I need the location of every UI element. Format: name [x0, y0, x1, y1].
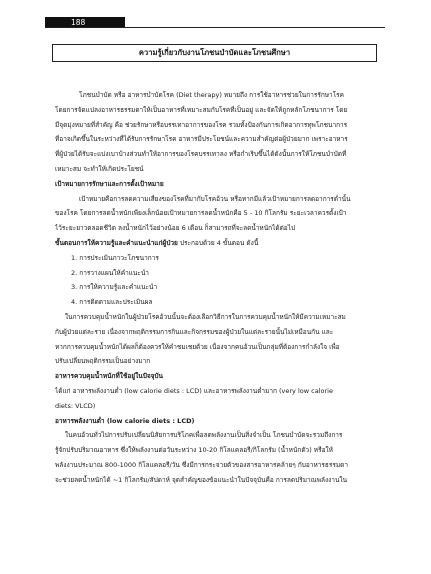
paragraph-line: หากการควบคุมน้ำหนักได้ผลก็ต้องควรให้คำชมเชยด้วย เนื่องจากคนอ้วนเป็นกลุ่มที่ต้องการกำลังใจ เพื่อ [55, 342, 340, 351]
intro-paragraph [55, 88, 375, 177]
paragraph-line: จะช่วยลดน้ำหนักได้ ~1 กิโลกรัม/สัปดาห์ จุดสำคัญของข้อแนะนำในปัจจุบันคือ การลดปริมาณพลังงานใน [55, 475, 348, 484]
list-item: 1. การประเมินภาวะโภชนาการ [71, 253, 159, 262]
paragraph-line: ในการควบคุมน้ำหนักในผู้ป่วยโรคอ้วนนั้นจะต้องเลือกวิธีการในการควบคุมน้ำหนักให้มีความเหมาะสม [65, 312, 346, 321]
paragraph-line: diets: VLCD) [55, 401, 96, 410]
paragraph-line: ในคนอ้วนทั่วไปการปรับเปลี่ยนนิสัยการบริโภคเพื่อลดพลังงานเป็นสิ่งจำเป็น โภชนบำบัดจะรวมถึงการ [65, 431, 343, 440]
goals-heading: เป้าหมายการรักษาและการตั้งเป้าหมาย [55, 179, 164, 188]
paragraph-line: โภชนบำบัด หรือ อาหารบำบัดโรค (Diet therapy) หมายถึง การใช้อาหารช่วยในการรักษาโรค [79, 91, 345, 99]
goals-paragraph [55, 192, 375, 236]
paragraph-line: ที่อาจเกิดขึ้นในระหว่างที่ได้รับการรักษาโรค อาหารมีประโยชน์และความสำคัญต่อผู้ป่วยมาก เพราะอาหาร [55, 135, 348, 144]
lcd-heading: อาหารพลังงานต่ำ (low calorie diets : LCD) [55, 416, 195, 425]
list-item: 3. การให้ความรู้และคำแนะนำ [71, 283, 158, 292]
page-number: 188 [45, 17, 125, 28]
page-title: ความรู้เกี่ยวกับงานโภชนบำบัดและโภชนศึกษา [52, 44, 377, 62]
lcd-paragraph [55, 428, 375, 487]
list-item: 4. การติดตามและประเมินผล [71, 298, 153, 307]
paragraph-line: พลังงานประมาณ 800-1000 กิโลแคลอรี/วัน ซึ่งมีการกระจายตัวของสารอาหารคล้ายๆ กับอาหารธรรมดา [55, 460, 348, 469]
steps-list [55, 251, 375, 310]
paragraph-line: เหมาะสม จะทำให้เกิดประโยชน์ [55, 164, 144, 173]
paragraph-line: ของโรค โดยการลดน้ำหนักเพียงเล็กน้อยเป้าหมายการลดน้ำหนักคือ 5 - 10 กิโลกรัม ระยะเวลาควรตั้งเป้า [55, 209, 347, 218]
paragraph-line: มีจุดมุ่งหมายที่สำคัญ คือ ช่วยรักษาหรือบรรเทาอาการของโรค รวมทั้งป้องกันการเกิดอาการทุพโภชนาการ [55, 120, 348, 129]
document-body [55, 88, 375, 488]
paragraph-line: ที่ผู้ป่วยได้รับจะแบ่งเบาบ้างส่วนทำให้อาการของโรคบรรเทาลง หรือกำเริบขึ้นได้ดังนั้นการให้โภชนบำบัดที่ [55, 150, 347, 159]
paragraph-line: ได้แก่ อาหารพลังงานต่ำ (low calorie diets : LCD) และอาหารพลังงานต่ำมาก (very low calorie [55, 386, 333, 395]
header-rule [45, 27, 385, 28]
steps-heading: ขั้นตอนการให้ความรู้และคำแนะนำแก่ผู้ป่วย [55, 238, 178, 247]
paragraph-line: กับผู้ป่วยแต่ละราย เนื่องจากพฤติกรรมการกินและกิจกรรมของผู้ป่วยในแต่ละรายนั้นไม่เหมือนกัน และ [55, 327, 334, 336]
steps-body-paragraph [55, 310, 375, 369]
current-diets-paragraph [55, 384, 375, 414]
paragraph-line: เป้าหมายคือการลดความเสี่ยงของโรคที่มากับโรคอ้วน หรือหากมีแล้วเป้าหมายการลดอาการต่ำนั้น [79, 194, 351, 203]
paragraph-line: ปรับเปลี่ยนพฤติกรรมเป็นอย่างมาก [55, 357, 151, 366]
list-item: 2. การวางแผนให้คำแนะนำ [71, 268, 149, 277]
steps-heading-suffix: ประกอบด้วย 4 ขั้นตอน ดังนี้ [177, 238, 259, 247]
paragraph-line: ไว้ระยะยาวตลอดชีวิต ลงน้ำหนักไว้อย่างน้อย 6 เดือน ก็สามารถที่จะลดน้ำหนักได้ต่อไป [55, 224, 296, 233]
current-diets-heading: อาหารควบคุมน้ำหนักที่ใช้อยู่ในปัจจุบัน [55, 372, 164, 381]
paragraph-line: โดยการจัดแปลงอาหารธรรมดาให้เป็นอาหารที่เหมาะสมกับโรคที่เป็นอยู่ และจัดให้ถูกหลักโภชนาการ โดย [55, 105, 348, 114]
paragraph-line: รู้จักปรับปริมาณอาหาร ซึ่งให้พลังงานต่อวันระหว่าง 10-20 กิโลแคลอรี/กิโลกรัม (น้ำหนักตัว) หรือให้ [55, 446, 333, 455]
steps-heading-line [55, 236, 375, 251]
